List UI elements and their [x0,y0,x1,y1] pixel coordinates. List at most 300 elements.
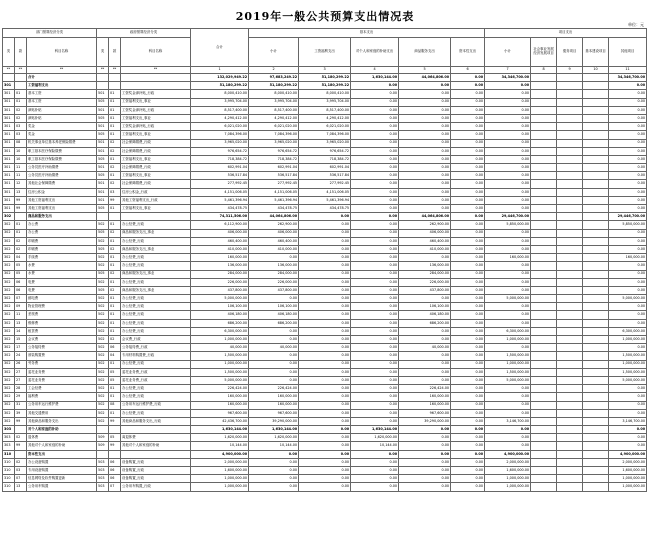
amount-cell [583,475,609,483]
amount-cell: 0.00 [451,426,485,434]
amount-cell: 8,000,410.00 [299,90,351,98]
amount-cell: 686,200.00 [399,319,451,327]
amount-cell: 4,151,006.05 [299,188,351,196]
subject-header: 科目名称 [27,38,97,67]
table-row [3,286,647,294]
amount-cell: 0.00 [485,278,531,286]
subject-name-cell: 差旅费 [27,311,97,319]
amount-cell: 0.00 [451,245,485,253]
amount-cell: 0.00 [485,180,531,188]
amount-cell: 0.00 [609,229,647,237]
subject-name-cell: 职工基本医疗保险缴费 [27,147,97,155]
amount-cell: 0.00 [609,147,647,155]
table-row [3,196,647,204]
amount-cell: 1,600,000.00 [191,467,249,475]
code-cell: 01 [109,114,121,122]
subject-name-cell: 其他商品和服务支出_行政 [121,417,191,425]
amount-cell: 0.00 [299,385,351,393]
amount-cell: 0.00 [249,254,299,262]
amount-cell: 0.00 [299,270,351,278]
subject-name-cell: 合计 [27,74,97,82]
amount-cell: 106,100.00 [399,303,451,311]
amount-cell [531,123,557,131]
code-cell: 02 [15,458,27,466]
amount-cell [557,368,583,376]
amount-cell: 0.00 [351,327,399,335]
code-cell: 08 [109,401,121,409]
subject-name-cell: 商品和服务支出_事业 [121,245,191,253]
code-cell: 505 [97,229,109,237]
code-cell: 302 [3,278,15,286]
amount-cell: 0.00 [351,450,399,458]
amount-cell [557,336,583,344]
code-cell: 302 [3,352,15,360]
code-cell: 07 [15,295,27,303]
amount-cell: 1,620,000.00 [351,434,399,442]
amount-cell: 277,992.45 [191,180,249,188]
subject-name-cell: 被装购置费 [27,352,97,360]
amount-cell [583,114,609,122]
basic-subtotal-header: 小计 [249,38,299,67]
code-cell: 302 [3,344,15,352]
amount-cell: 8,517,400.00 [249,106,299,114]
amount-cell [583,278,609,286]
amount-cell [531,229,557,237]
table-row [3,319,647,327]
amount-cell [531,409,557,417]
amount-cell: 5,000,000.00 [609,376,647,384]
code-cell: 505 [97,98,109,106]
amount-cell [557,352,583,360]
amount-cell: 0.00 [351,409,399,417]
subject-name-cell: 公务用车运行维护费 [27,401,97,409]
subject-name-cell: 办公经费_行政 [121,393,191,401]
amount-cell: 29,446,700.00 [485,213,531,221]
code-cell: 01 [15,229,27,237]
amount-cell: 0.00 [351,376,399,384]
amount-cell: 0.00 [299,303,351,311]
amount-cell [583,180,609,188]
amount-cell: 34,346,700.00 [485,74,531,82]
amount-cell: 437,800.00 [191,286,249,294]
amount-cell [557,319,583,327]
item-header: 款 [15,38,27,67]
code-cell: 503 [97,467,109,475]
table-row [3,188,647,196]
amount-cell: 10,144.00 [191,442,249,450]
subject-name-cell: 社会保障缴费_行政 [121,147,191,155]
amount-cell [531,368,557,376]
amount-cell: 0.00 [351,417,399,425]
star-cell: ** [15,67,27,74]
amount-cell [531,286,557,294]
amount-cell [583,237,609,245]
amount-cell: 0.00 [451,409,485,417]
amount-cell: 8,000,410.00 [191,90,249,98]
amount-cell: 0.00 [485,196,531,204]
amount-cell [583,311,609,319]
amount-cell [557,278,583,286]
amount-cell: 0.00 [451,417,485,425]
amount-cell [583,74,609,82]
amount-cell [583,90,609,98]
amount-cell: 284,000.00 [191,270,249,278]
amount-cell: 1,500,000.00 [609,352,647,360]
amount-cell: 0.00 [451,180,485,188]
amount-cell: 0.00 [399,98,451,106]
amount-cell: 0.00 [351,196,399,204]
amount-cell: 0.00 [399,90,451,98]
code-cell: 503 [97,458,109,466]
subject-name-cell: 办公经费_行政 [121,278,191,286]
table-row [3,311,647,319]
code-cell: 505 [97,114,109,122]
amount-cell: 0.00 [299,286,351,294]
amount-cell: 0.00 [485,82,531,90]
amount-cell: 0.00 [451,221,485,229]
amount-cell [583,385,609,393]
code-cell: 03 [109,188,121,196]
code-cell: 02 [109,229,121,237]
code-cell: 302 [3,245,15,253]
amount-cell: 0.00 [485,229,531,237]
subject-name-cell: 专用材料购置费_行政 [121,352,191,360]
amount-cell: 1,000,000.00 [485,336,531,344]
col-number: 1 [191,67,249,74]
table-row [3,205,647,213]
amount-cell [583,295,609,303]
amount-cell: 967,600.00 [399,409,451,417]
subject-name-cell: 办公经费_行政 [121,327,191,335]
amount-cell: 0.00 [609,172,647,180]
amount-cell: 0.00 [351,147,399,155]
code-cell: 02 [15,245,27,253]
amount-cell: 7,084,396.00 [249,131,299,139]
amount-cell: 6,021,020.00 [299,123,351,131]
amount-cell: 0.00 [485,147,531,155]
code-cell: 302 [3,393,15,401]
table-row [3,180,647,188]
amount-cell [583,409,609,417]
amount-cell: 51,180,299.22 [299,82,351,90]
amount-cell [557,393,583,401]
amount-cell: 1,000,000.00 [609,360,647,368]
amount-cell: 0.00 [299,344,351,352]
amount-cell [557,401,583,409]
subject-name-cell: 工资福利支出_事业 [121,205,191,213]
amount-cell [583,82,609,90]
amount-cell: 2,000,000.00 [609,458,647,466]
amount-cell: 0.00 [451,106,485,114]
amount-cell: 3,995,704.00 [191,98,249,106]
code-cell: 501 [97,188,109,196]
amount-cell: 277,992.45 [299,180,351,188]
amount-cell [557,131,583,139]
project-subtotal-header: 小计 [485,38,531,67]
amount-cell [557,385,583,393]
amount-cell: 0.00 [249,483,299,491]
table-row [3,106,647,114]
amount-cell [583,196,609,204]
amount-cell: 0.00 [485,245,531,253]
amount-cell [531,475,557,483]
amount-cell: 0.00 [249,450,299,458]
amount-cell: 0.00 [299,426,351,434]
code-cell: 302 [3,401,15,409]
social-header: 社会事业发展经济发展项目 [531,38,557,67]
amount-cell: 1,000,000.00 [485,360,531,368]
amount-cell [583,393,609,401]
code-cell: 505 [97,205,109,213]
amount-cell: 160,000.00 [609,254,647,262]
code-cell: 502 [97,409,109,417]
amount-cell: 0.00 [451,303,485,311]
amount-cell: 0.00 [299,254,351,262]
amount-cell [583,106,609,114]
code-cell: 501 [97,180,109,188]
amount-cell: 284,000.00 [249,270,299,278]
amount-cell: 0.00 [485,270,531,278]
table-row [3,82,647,90]
amount-cell: 0.00 [351,319,399,327]
amount-cell: 3,995,704.00 [299,98,351,106]
code-cell: 501 [97,139,109,147]
amount-cell: 0.00 [609,434,647,442]
amount-cell [531,295,557,303]
amount-cell: 2,000,000.00 [191,458,249,466]
amount-cell [531,213,557,221]
code-cell: 302 [3,237,15,245]
amount-cell: 160,000.00 [249,393,299,401]
amount-cell: 0.00 [399,180,451,188]
amount-cell: 8,517,400.00 [191,106,249,114]
code-cell: 302 [3,311,15,319]
code-cell [109,74,121,82]
amount-cell: 0.00 [299,458,351,466]
amount-cell: 0.00 [351,180,399,188]
amount-cell: 0.00 [609,131,647,139]
table-row [3,442,647,450]
code-cell: 02 [15,114,27,122]
code-cell: 05 [15,270,27,278]
subject-name-cell: 租赁费 [27,327,97,335]
amount-cell [557,270,583,278]
amount-cell: 1,630,144.00 [351,426,399,434]
amount-cell [531,467,557,475]
amount-cell [583,352,609,360]
amount-cell: 0.00 [399,467,451,475]
amount-cell: 0.00 [451,401,485,409]
amount-cell: 0.00 [299,483,351,491]
code-cell: 02 [109,270,121,278]
code-cell: 301 [3,82,15,90]
amount-cell: 5,461,396.94 [249,196,299,204]
amount-cell [531,426,557,434]
amount-cell: 0.00 [299,336,351,344]
amount-cell: 1,630,144.00 [351,74,399,82]
amount-cell [557,180,583,188]
code-cell: 02 [109,180,121,188]
code-cell: 302 [3,270,15,278]
subject-name-cell: 工资福利支出_事业 [121,98,191,106]
amount-cell: 226,000.00 [191,278,249,286]
amount-cell: 0.00 [399,188,451,196]
amount-cell [583,123,609,131]
col-number: 9 [557,67,583,74]
amount-cell: 0.00 [485,237,531,245]
code-cell: 505 [97,155,109,163]
amount-cell [557,311,583,319]
subject-name-cell: 公务用车购置 [27,483,97,491]
amount-cell: 686,200.00 [191,319,249,327]
table-row [3,164,647,172]
amount-cell: 4,900,000.00 [191,450,249,458]
subject-name-cell: 设备购置_行政 [121,458,191,466]
code-cell: 31 [15,401,27,409]
amount-cell: 0.00 [351,114,399,122]
amount-cell [557,114,583,122]
amount-cell: 602,991.04 [299,164,351,172]
subject-name-cell: 职工基本医疗保险缴费 [27,155,97,163]
code-cell: 505 [97,286,109,294]
subject-name-cell [121,74,191,82]
amount-cell [557,475,583,483]
amount-cell: 0.00 [609,188,647,196]
amount-cell: 1,000,000.00 [609,336,647,344]
table-row [3,262,647,270]
amount-cell [557,254,583,262]
code-cell [109,82,121,90]
amount-cell: 0.00 [399,475,451,483]
amount-cell [557,458,583,466]
amount-cell [583,139,609,147]
subject-name-cell: 工资福利支出_事业 [121,155,191,163]
table-row [3,409,647,417]
code-cell: 502 [97,278,109,286]
amount-cell: 0.00 [351,164,399,172]
code-cell: 02 [109,286,121,294]
code-cell: 302 [3,417,15,425]
amount-cell: 536,517.84 [299,172,351,180]
amount-cell [531,483,557,491]
code-cell: 10 [15,147,27,155]
code-cell: 301 [3,196,15,204]
amount-cell [531,278,557,286]
col-number: 2 [249,67,299,74]
amount-cell: 410,000.00 [399,245,451,253]
code-cell: 13 [15,188,27,196]
code-cell: 02 [109,147,121,155]
table-row [3,131,647,139]
code-cell: 302 [3,409,15,417]
amount-cell: 0.00 [299,376,351,384]
amount-cell [583,155,609,163]
code-cell: 13 [15,319,27,327]
amount-cell: 0.00 [351,229,399,237]
amount-cell: 0.00 [299,262,351,270]
code-cell: 302 [3,229,15,237]
amount-cell: 3,965,020.00 [191,139,249,147]
amount-cell: 1,000,000.00 [485,483,531,491]
amount-cell: 1,000,000.00 [191,360,249,368]
table-row [3,254,647,262]
amount-cell: 0.00 [451,229,485,237]
table-row [3,360,647,368]
amount-cell [531,172,557,180]
amount-cell: 0.00 [399,360,451,368]
amount-cell: 0.00 [249,475,299,483]
code-cell [109,213,121,221]
amount-cell [531,442,557,450]
code-cell: 01 [109,311,121,319]
amount-cell: 0.00 [249,327,299,335]
amount-cell [531,147,557,155]
amount-cell: 0.00 [451,164,485,172]
col-number: 6 [451,67,485,74]
basic-header: 基本支出 [249,29,485,38]
amount-cell: 0.00 [451,82,485,90]
amount-cell: 0.00 [485,442,531,450]
amount-cell [531,327,557,335]
amount-cell: 160,000.00 [249,401,299,409]
amount-cell: 0.00 [299,417,351,425]
amount-cell: 0.00 [351,221,399,229]
code-cell: 502 [97,237,109,245]
amount-cell [583,164,609,172]
amount-cell: 0.00 [351,254,399,262]
amount-cell: 0.00 [399,155,451,163]
amount-cell: 3,146,700.00 [609,417,647,425]
amount-cell: 406,000.00 [191,229,249,237]
amount-cell [557,417,583,425]
amount-cell: 0.00 [451,188,485,196]
amount-cell [557,172,583,180]
amount-cell: 0.00 [351,237,399,245]
amount-cell: 5,000,000.00 [191,376,249,384]
subject-name-cell: 住房公积金_行政 [121,188,191,196]
amount-cell: 1,000,000.00 [191,483,249,491]
amount-cell: 0.00 [399,114,451,122]
gov-class-header: 政府预算经济分类 [97,29,191,38]
amount-cell: 10,144.00 [351,442,399,450]
amount-cell [557,205,583,213]
code-cell: 03 [15,467,27,475]
amount-cell: 0.00 [485,188,531,196]
amount-cell: 5,850,000.00 [609,221,647,229]
amount-cell: 3,965,020.00 [249,139,299,147]
code-cell: 503 [97,475,109,483]
amount-cell [557,74,583,82]
amount-cell: 0.00 [299,475,351,483]
code-cell: 505 [97,270,109,278]
amount-cell [583,483,609,491]
amount-cell [531,139,557,147]
amount-cell: 1,600,000.00 [609,467,647,475]
amount-cell: 0.00 [399,164,451,172]
kind-header: 类 [3,38,15,67]
amount-cell: 0.00 [609,409,647,417]
amount-cell: 160,000.00 [399,401,451,409]
subject-name-cell: 办公经费_行政 [121,360,191,368]
amount-cell: 0.00 [249,368,299,376]
amount-cell: 0.00 [451,205,485,213]
amount-cell: 0.00 [609,270,647,278]
code-cell: 302 [3,385,15,393]
amount-cell: 406,180.00 [399,311,451,319]
code-cell: 24 [15,352,27,360]
code-cell: 01 [109,90,121,98]
code-cell: 99 [109,196,121,204]
